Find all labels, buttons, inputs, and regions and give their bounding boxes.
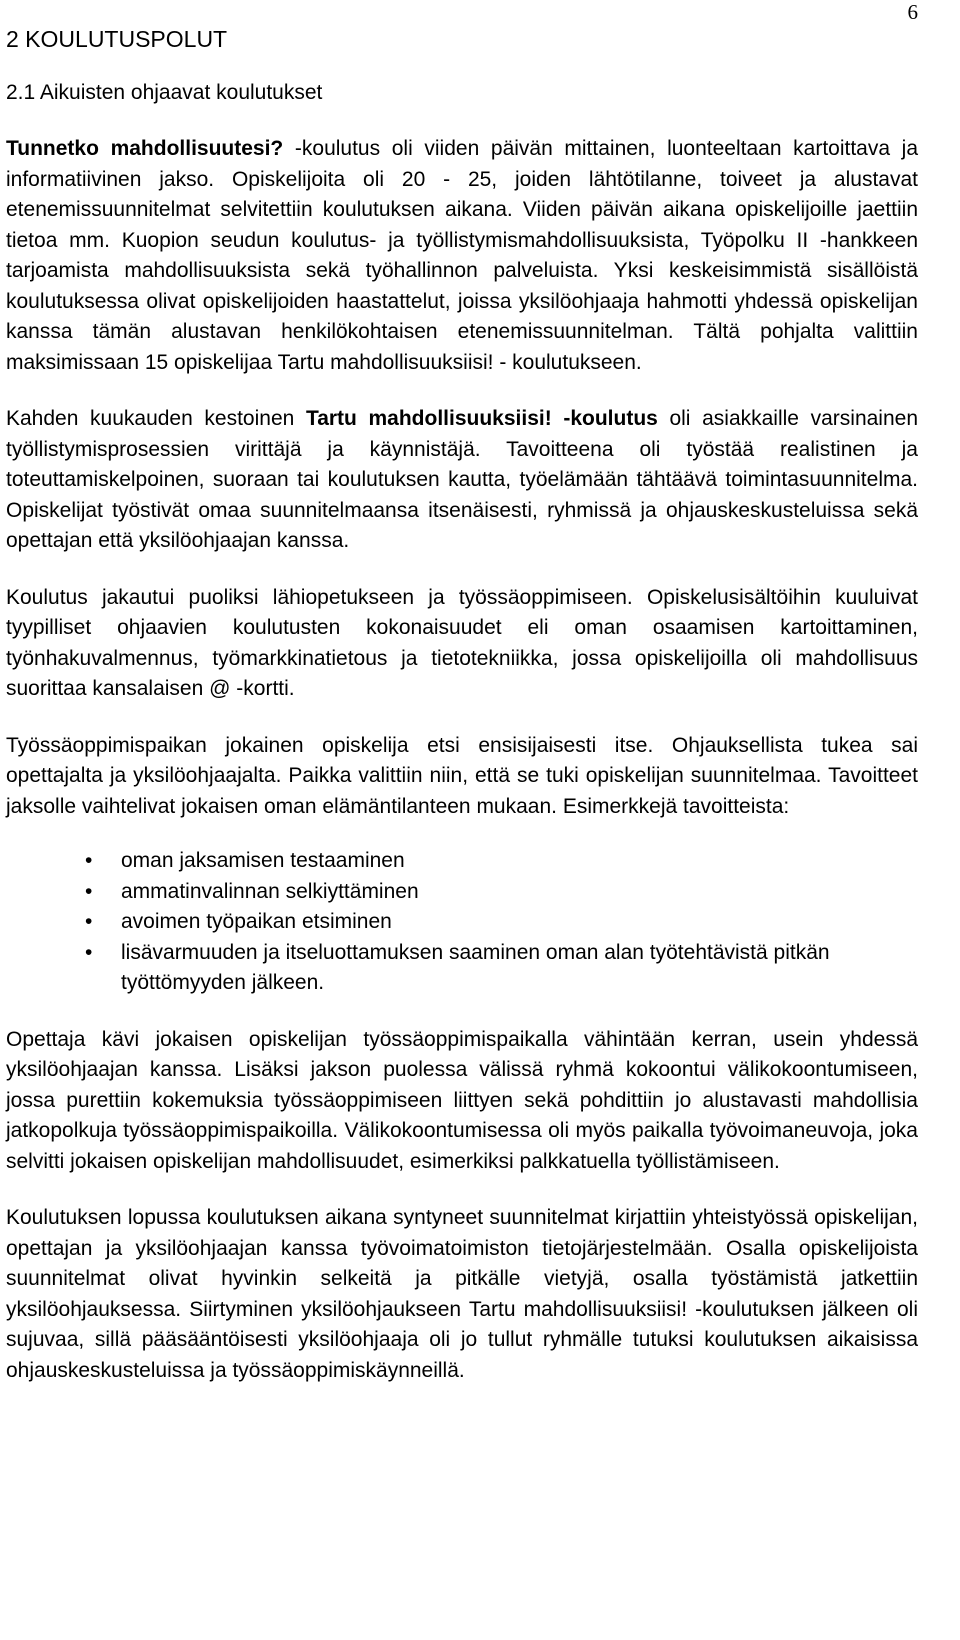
course-name-bold: Tunnetko mahdollisuutesi? xyxy=(6,137,284,160)
page-number: 6 xyxy=(907,0,918,24)
list-item: • lisävarmuuden ja itseluottamuksen saaminen oman alan työtehtävistä pitkän työttömyyden jälkeen. xyxy=(6,938,918,999)
chapter-heading: 2 KOULUTUSPOLUT xyxy=(6,26,228,52)
section-heading: 2.1 Aikuisten ohjaavat koulutukset xyxy=(6,81,323,104)
course-suffix-bold: -koulutus xyxy=(563,407,658,430)
paragraph-1-text: -koulutus oli viiden päivän mittainen, luonteeltaan kartoittava ja informatiivinen jakso. Opiskelijoita oli 20 - 25, joiden lähtötilanne, toiveet ja alustavat etenemissuunnitelmat selvitettiin koulutuksen aikana. Viiden päivän aikana opiskelijoille jaettiin tietoa mm. Kuopion seudun koulutus- ja työllistymismahdollisuuksista, Työpolku II -hankkeen tarjoamista mahdollisuuksista sekä työhallinnon palveluista. Yksi keskeisimmistä sisällöistä koulutuksessa olivat opiskelijoiden haastattelut, joissa yksilöohjaaja hahmotti yhdessä opiskelijan kanssa tämän alustavan henkilökohtaisen etenemissuunnitelman. Tältä pohjalta valittiin maksimissaan 15 opiskelijaa Tartu mahdollisuuksiisi! - koulutukseen. xyxy=(6,137,919,374)
space xyxy=(552,407,564,430)
paragraph-2-text-before: Kahden kuukauden kestoinen xyxy=(6,407,306,430)
list-item: • ammatinvalinnan selkiyttäminen xyxy=(6,877,918,908)
paragraph-3: Koulutus jakautui puoliksi lähiopetukseen ja työssäoppimiseen. Opiskelusisältöihin kuuluivat tyypilliset ohjaavien koulutusten kokonaisuudet eli oman osaamisen kartoittaminen, työnhakuvalmennus, työmarkkinatietous ja tietotekniikka, jossa opiskelijoilla oli mahdollisuus suorittaa kansalaisen @ -kortti. xyxy=(6,585,918,700)
course-name-bold: Tartu mahdollisuuksiisi! xyxy=(305,407,552,430)
list-item: • oman jaksamisen testaaminen xyxy=(6,846,918,877)
paragraph-1 xyxy=(6,134,918,378)
goals-list xyxy=(6,846,918,999)
paragraph-4: Työssäoppimispaikan jokainen opiskelija etsi ensisijaisesti itse. Ohjauksellista tukea sai opettajalta ja yksilöohjaajalta. Paikka valittiin niin, että se tuki opiskelijan suunnitelmaa. Tavoitteet jaksolle vaihtelivat jokaisen oman elämäntilanteen mukaan. Esimerkkejä tavoitteista: xyxy=(6,733,918,818)
paragraph-5: Opettaja kävi jokaisen opiskelijan työssäoppimispaikalla vähintään kerran, usein yhdessä yksilöohjaajan kanssa. Lisäksi jakson puolessa välissä ryhmä kokoontui välikokoontumiseen, jossa purettiin kokemuksia työssäoppimiseen liittyen sekä pohdittiin jo alustavasti mahdollisia jatkopolkuja työssäoppimispaikoilla. Välikokoontumisessa oli myös paikalla työvoimaneuvoja, joka selvitti jokaisen opiskelijan mahdollisuudet, esimerkiksi palkkatuella työllistämiseen. xyxy=(6,1027,918,1173)
document-body xyxy=(6,22,918,1386)
paragraph-6: Koulutuksen lopussa koulutuksen aikana syntyneet suunnitelmat kirjattiin yhteistyössä opiskelijan, opettajan ja yksilöohjaajan kanssa työvoimatoimiston tietojärjestelmään. Osalla opiskelijoista suunnitelmat olivat hyvinkin selkeitä ja pitkälle vietyjä, osalla työstämistä jatkettiin yksilöohjauksessa. Siirtyminen yksilöohjaukseen Tartu mahdollisuuksiisi! -koulutuksen jälkeen oli sujuvaa, sillä pääsääntöisesti yksilöohjaaja oli jo tullut ryhmälle tutuksi koulutuksen aikaisissa ohjauskeskusteluissa ja työssäoppimiskäynneillä. xyxy=(6,1206,918,1382)
paragraph-2-text-after: oli asiakkaille varsinainen työllistymisprosessien virittäjä ja käynnistäjä. Tavoitteena oli työstää realistinen ja toteuttamiskelpoinen, suoraan tai koulutuksen kautta, työelämään tähtäävä toimintasuunnitelma. Opiskelijat työstivät omaa suunnitelmaansa itsenäisesti, ryhmissä ja ohjauskeskusteluissa sekä opettajan että yksilöohjaajan kanssa. xyxy=(6,407,919,552)
list-item: • avoimen työpaikan etsiminen xyxy=(6,907,918,938)
paragraph-2 xyxy=(6,404,918,557)
